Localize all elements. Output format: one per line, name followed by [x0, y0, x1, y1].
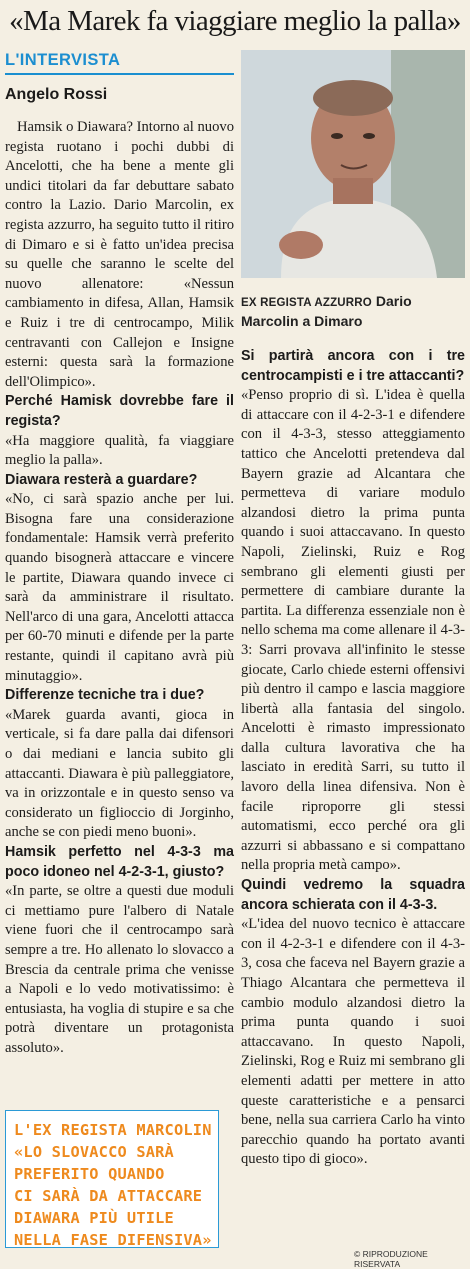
- pull-quote-line: PREFERITO QUANDO: [14, 1165, 165, 1183]
- paragraph: Hamsik o Diawara? Intorno al nuovo regista ruotano i pochi dubbi di Ancelotti, che ha bene a mente gli undici titolari da far debuttare sabato contro la Lazio. Dario Marcolin, ex regista azzurro, ha seguito tutto il ritiro di Dimaro e si è fatto un'idea precisa su quelle che saranno le scelte del nuovo allenatore: «Nessun cambiamento in difesa, Allan, Hamsik e Ruiz i tre di centrocampo, Milik centravanti con Callejon e Insigne esterni: questa sarà la formazione dell'Olimpico».: [5, 119, 234, 390]
- section-label: L'INTERVISTA: [5, 51, 121, 69]
- paragraph: «L'idea del nuovo tecnico è attaccare con il 4-2-3-1 e difendere con il 4-3-3, cosa che faceva nel Bayern grazie a Thiago Alcantara che permetteva il cambio modulo alzandosi dietro la prima punta quando i suoi attaccavano. In questo Napoli, Zielinski, Rog e Ruiz mi sembrano gli elementi adatti per mettere in atto queste caratteristiche e a pensarci bene, nella sua carriera Carlo ha vinto parecchio quando ha portato avanti questo tipo di gioco».: [241, 916, 465, 1168]
- portrait-illustration: [241, 50, 465, 278]
- pull-quote-line: NELLA FASE DIFENSIVA»: [14, 1231, 212, 1249]
- article-right-column: [241, 347, 465, 1170]
- pull-quote-line: DIAWARA PIÙ UTILE: [14, 1209, 174, 1227]
- caption-text: Dario Marcolin a Dimaro: [241, 293, 412, 329]
- section-header: [5, 48, 234, 75]
- pull-quote-box: [5, 1110, 219, 1248]
- copyright-notice: © RIPRODUZIONE RISERVATA: [354, 1249, 428, 1269]
- pull-quote-line: L'EX REGISTA MARCOLIN: [14, 1121, 212, 1139]
- photo-caption: [241, 292, 465, 330]
- interview-question: Quindi vedremo la squadra ancora schierata con il 4-3-3.: [241, 877, 465, 913]
- interview-question: Si partirà ancora con i tre centrocampisti e i tre attaccanti?: [241, 348, 465, 384]
- headline: «Ma Marek fa viaggiare meglio la palla»: [9, 5, 461, 37]
- article-left-column: [5, 118, 234, 1059]
- interview-question: Diawara resterà a guardare?: [5, 471, 198, 488]
- portrait-photo: [241, 50, 465, 278]
- caption-kicker: EX REGISTA AZZURRO: [241, 297, 372, 309]
- pull-quote-line: «LO SLOVACCO SARÀ: [14, 1143, 174, 1161]
- paragraph: «No, ci sarà spazio anche per lui. Bisogna fare una considerazione fondamentale: Hamsik verrà preferito quando bisognerà attaccare e vincere le partite, Diawara quando invece ci sarà da amministrare il risultato. Nell'arco di una gara, Ancelotti attacca per 60-70 minuti e difende per la parte restante, quindi il capitano avrà più minutaggio».: [5, 491, 234, 684]
- author-byline: Angelo Rossi: [5, 86, 108, 103]
- interview-question: Hamsik perfetto nel 4-3-3 ma poco idoneo nel 4-2-3-1, giusto?: [5, 843, 234, 880]
- paragraph: «In parte, se oltre a questi due moduli ci mettiamo pure l'albero di Natale viene fuori che il centrocampo sarà sempre a tre. Ho allenato lo slovacco a Brescia da centrale prima che venisse a Napoli e lo vedo motivatissimo: è entusiasta, ha voglia di stupire e sa che potrà diventare un protagonista assoluto».: [5, 883, 234, 1056]
- interview-question: Differenze tecniche tra i due?: [5, 687, 205, 704]
- paragraph: «Marek guarda avanti, gioca in verticale, si fa dare palla dai difensori o dai mediani e lancia subito gli attaccanti. Diawara è più palleggiatore, va in orizzontale e in questo senso va considerato un figlioccio di Jorginho, anche se con piedi meno buoni».: [5, 706, 234, 841]
- paragraph: «Penso proprio di sì. L'idea è quella di attaccare con il 4-2-3-1 e difendere con il 4-3-3, stesso atteggiamento tattico che Ancelotti pretendeva dal Bayern grazie ad Alcantara che permetteva di variare modulo alzandosi dietro la prima punta quando i suoi attaccavano. In questo Napoli, Zielinski, Ruiz e Rog sembrano gli elementi giusti per permettere di cambiare durante la partita. La differenza essenziale non è nello schema ma come allenare il 4-3-3: Sarri provava all'infinito le stesse giocate, Carlo chiede esterni offensivi più dentro il campo e lascia maggiore libertà alla fantasia del singolo. Ancelotti è rimasto impressionato dalla cultura lavorativa che ha lasciato in eredità Sarri, su tutto il lavoro della linea difensiva. Non è facile riproporre gli stessi automatismi, ecco perché ora gli azzurri si abbassano e si compattano nella propria metà campo».: [241, 387, 465, 874]
- pull-quote-line: CI SARÀ DA ATTACCARE: [14, 1187, 203, 1205]
- paragraph: «Ha maggiore qualità, fa viaggiare meglio la palla».: [5, 432, 234, 469]
- interview-question: Perché Hamisk dovrebbe fare il regista?: [5, 393, 234, 429]
